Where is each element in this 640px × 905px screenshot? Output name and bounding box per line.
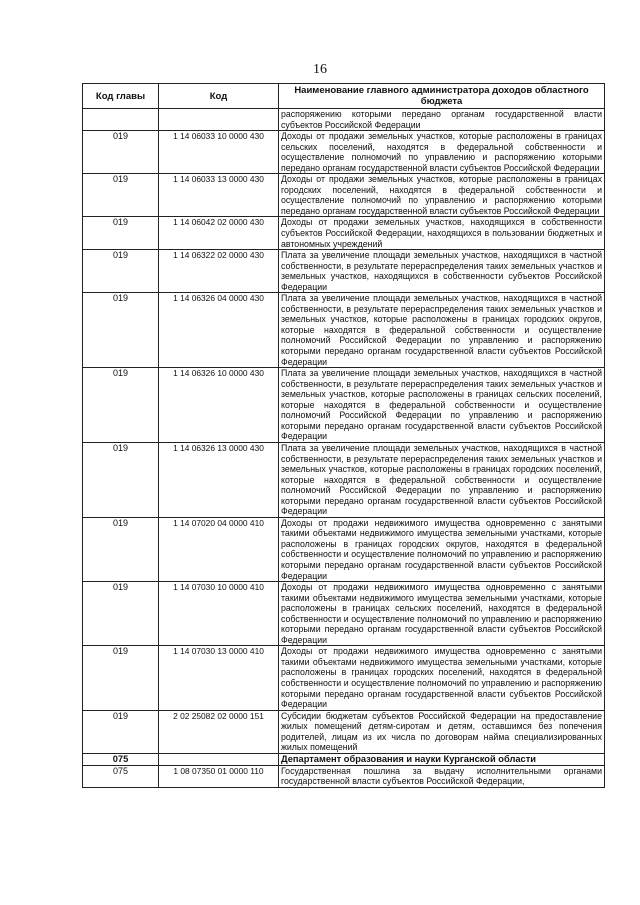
row-name: Плата за увеличение площади земельных участков, находящихся в частной собственности, в результате перераспределения таких земельных участков и земельных участков, которые расположены в границах сельских поселений, которые находятся в федеральной собственности и осуществление полномочий Российской Федерации по управлению и распоряжению которыми передано органам государственной власти субъектов Российской Федерации (279, 368, 605, 443)
row-code: 1 14 06042 02 0000 430 (159, 217, 279, 250)
row-name: Плата за увеличение площади земельных участков, находящихся в частной собственности, в результате перераспределения таких земельных участков и земельных участков, которые расположены в границах городских поселений, которые находятся в федеральной собственности и осуществление полномочий Российской Федерации по управлению и распоряжению которыми передано органам государственной власти субъектов Российской Федерации (279, 442, 605, 517)
table-row (83, 250, 605, 293)
row-name: Доходы от продажи земельных участков, которые расположены в границах городских поселений, находятся в федеральной собственности и осуществление полномочий по управлению и распоряжению которыми передано органам государственной власти субъектов Российской Федерации (279, 174, 605, 217)
row-code: 1 08 07350 01 0000 110 (159, 765, 279, 787)
row-code (159, 753, 279, 765)
row-name: Субсидии бюджетам субъектов Российской Федерации на предоставление жилых помещений детям-сиротам и детям, оставшимся без попечения родителей, лицам из их числа по договорам найма специализированных жилых помещений (279, 710, 605, 753)
row-name: Доходы от продажи недвижимого имущества одновременно с занятыми такими объектами недвижимого имущества земельными участками, которые расположены в границах городских поселений, находятся в федеральной собственности и осуществление полномочий по управлению и распоряжению которыми передано органам государственной власти субъектов Российской Федерации (279, 646, 605, 710)
table-row (83, 710, 605, 753)
row-code: 2 02 25082 02 0000 151 (159, 710, 279, 753)
row-chapter-code: 075 (83, 753, 159, 765)
table-row (83, 582, 605, 646)
row-code: 1 14 07020 04 0000 410 (159, 517, 279, 581)
row-name: Департамент образования и науки Курганской области (279, 753, 605, 765)
row-code: 1 14 07030 13 0000 410 (159, 646, 279, 710)
row-code: 1 14 06326 04 0000 430 (159, 293, 279, 368)
row-code: 1 14 06326 10 0000 430 (159, 368, 279, 443)
table-header-row (83, 84, 605, 109)
row-code: 1 14 06033 10 0000 430 (159, 131, 279, 174)
table-row (83, 517, 605, 581)
row-name: Доходы от продажи земельных участков, находящихся в собственности субъектов Российской Федерации, находящихся в пользовании бюджетных и автономных учреждений (279, 217, 605, 250)
row-chapter-code: 019 (83, 368, 159, 443)
row-chapter-code: 019 (83, 174, 159, 217)
table-row (83, 368, 605, 443)
header-chapter-code: Код главы (83, 84, 159, 109)
row-code: 1 14 07030 10 0000 410 (159, 582, 279, 646)
row-code (159, 109, 279, 131)
table-row (83, 174, 605, 217)
row-chapter-code: 019 (83, 442, 159, 517)
row-name: распоряжению которыми передано органам государственной власти субъектов Российской Федерации (279, 109, 605, 131)
row-chapter-code: 019 (83, 293, 159, 368)
revenue-administrators-table (82, 83, 605, 788)
row-chapter-code: 019 (83, 517, 159, 581)
row-name: Доходы от продажи земельных участков, которые расположены в границах сельских поселений, находятся в федеральной собственности и осуществление полномочий по управлению и распоряжению которыми передано органам государственной власти субъектов Российской Федерации (279, 131, 605, 174)
table-row (83, 293, 605, 368)
row-name: Плата за увеличение площади земельных участков, находящихся в частной собственности, в результате перераспределения таких земельных участков и земельных участков, которые расположены в границах городских округов, которые находятся в федеральной собственности и осуществление полномочий Российской Федерации по управлению и распоряжению которыми передано органам государственной власти субъектов Российской Федерации (279, 293, 605, 368)
table-row (83, 217, 605, 250)
row-chapter-code: 075 (83, 765, 159, 787)
row-chapter-code: 019 (83, 250, 159, 293)
row-name: Государственная пошлина за выдачу исполнительными органами государственной власти субъектов Российской Федерации, (279, 765, 605, 787)
row-code: 1 14 06326 13 0000 430 (159, 442, 279, 517)
row-chapter-code: 019 (83, 646, 159, 710)
table-row (83, 753, 605, 765)
table-row (83, 442, 605, 517)
table-row (83, 765, 605, 787)
row-name: Доходы от продажи недвижимого имущества одновременно с занятыми такими объектами недвижимого имущества земельными участками, которые расположены в границах сельских поселений, находятся в федеральной собственности и осуществление полномочий по управлению и распоряжению которыми передано органам государственной власти субъектов Российской Федерации (279, 582, 605, 646)
header-code: Код (159, 84, 279, 109)
row-code: 1 14 06033 13 0000 430 (159, 174, 279, 217)
row-code: 1 14 06322 02 0000 430 (159, 250, 279, 293)
row-name: Доходы от продажи недвижимого имущества одновременно с занятыми такими объектами недвижимого имущества земельными участками, которые расположены в границах городских округов, находятся в федеральной собственности и осуществление полномочий по управлению и распоряжению которыми передано органам государственной власти субъектов Российской Федерации (279, 517, 605, 581)
row-chapter-code: 019 (83, 710, 159, 753)
row-chapter-code (83, 109, 159, 131)
table-row (83, 131, 605, 174)
row-chapter-code: 019 (83, 217, 159, 250)
table-row (83, 109, 605, 131)
page-number: 16 (313, 62, 327, 77)
row-chapter-code: 019 (83, 582, 159, 646)
table-row (83, 646, 605, 710)
header-name: Наименование главного администратора доходов областного бюджета (279, 84, 605, 109)
row-name: Плата за увеличение площади земельных участков, находящихся в частной собственности, в результате перераспределения таких земельных участков и земельных участков, находящихся в собственности субъектов Российской Федерации (279, 250, 605, 293)
row-chapter-code: 019 (83, 131, 159, 174)
